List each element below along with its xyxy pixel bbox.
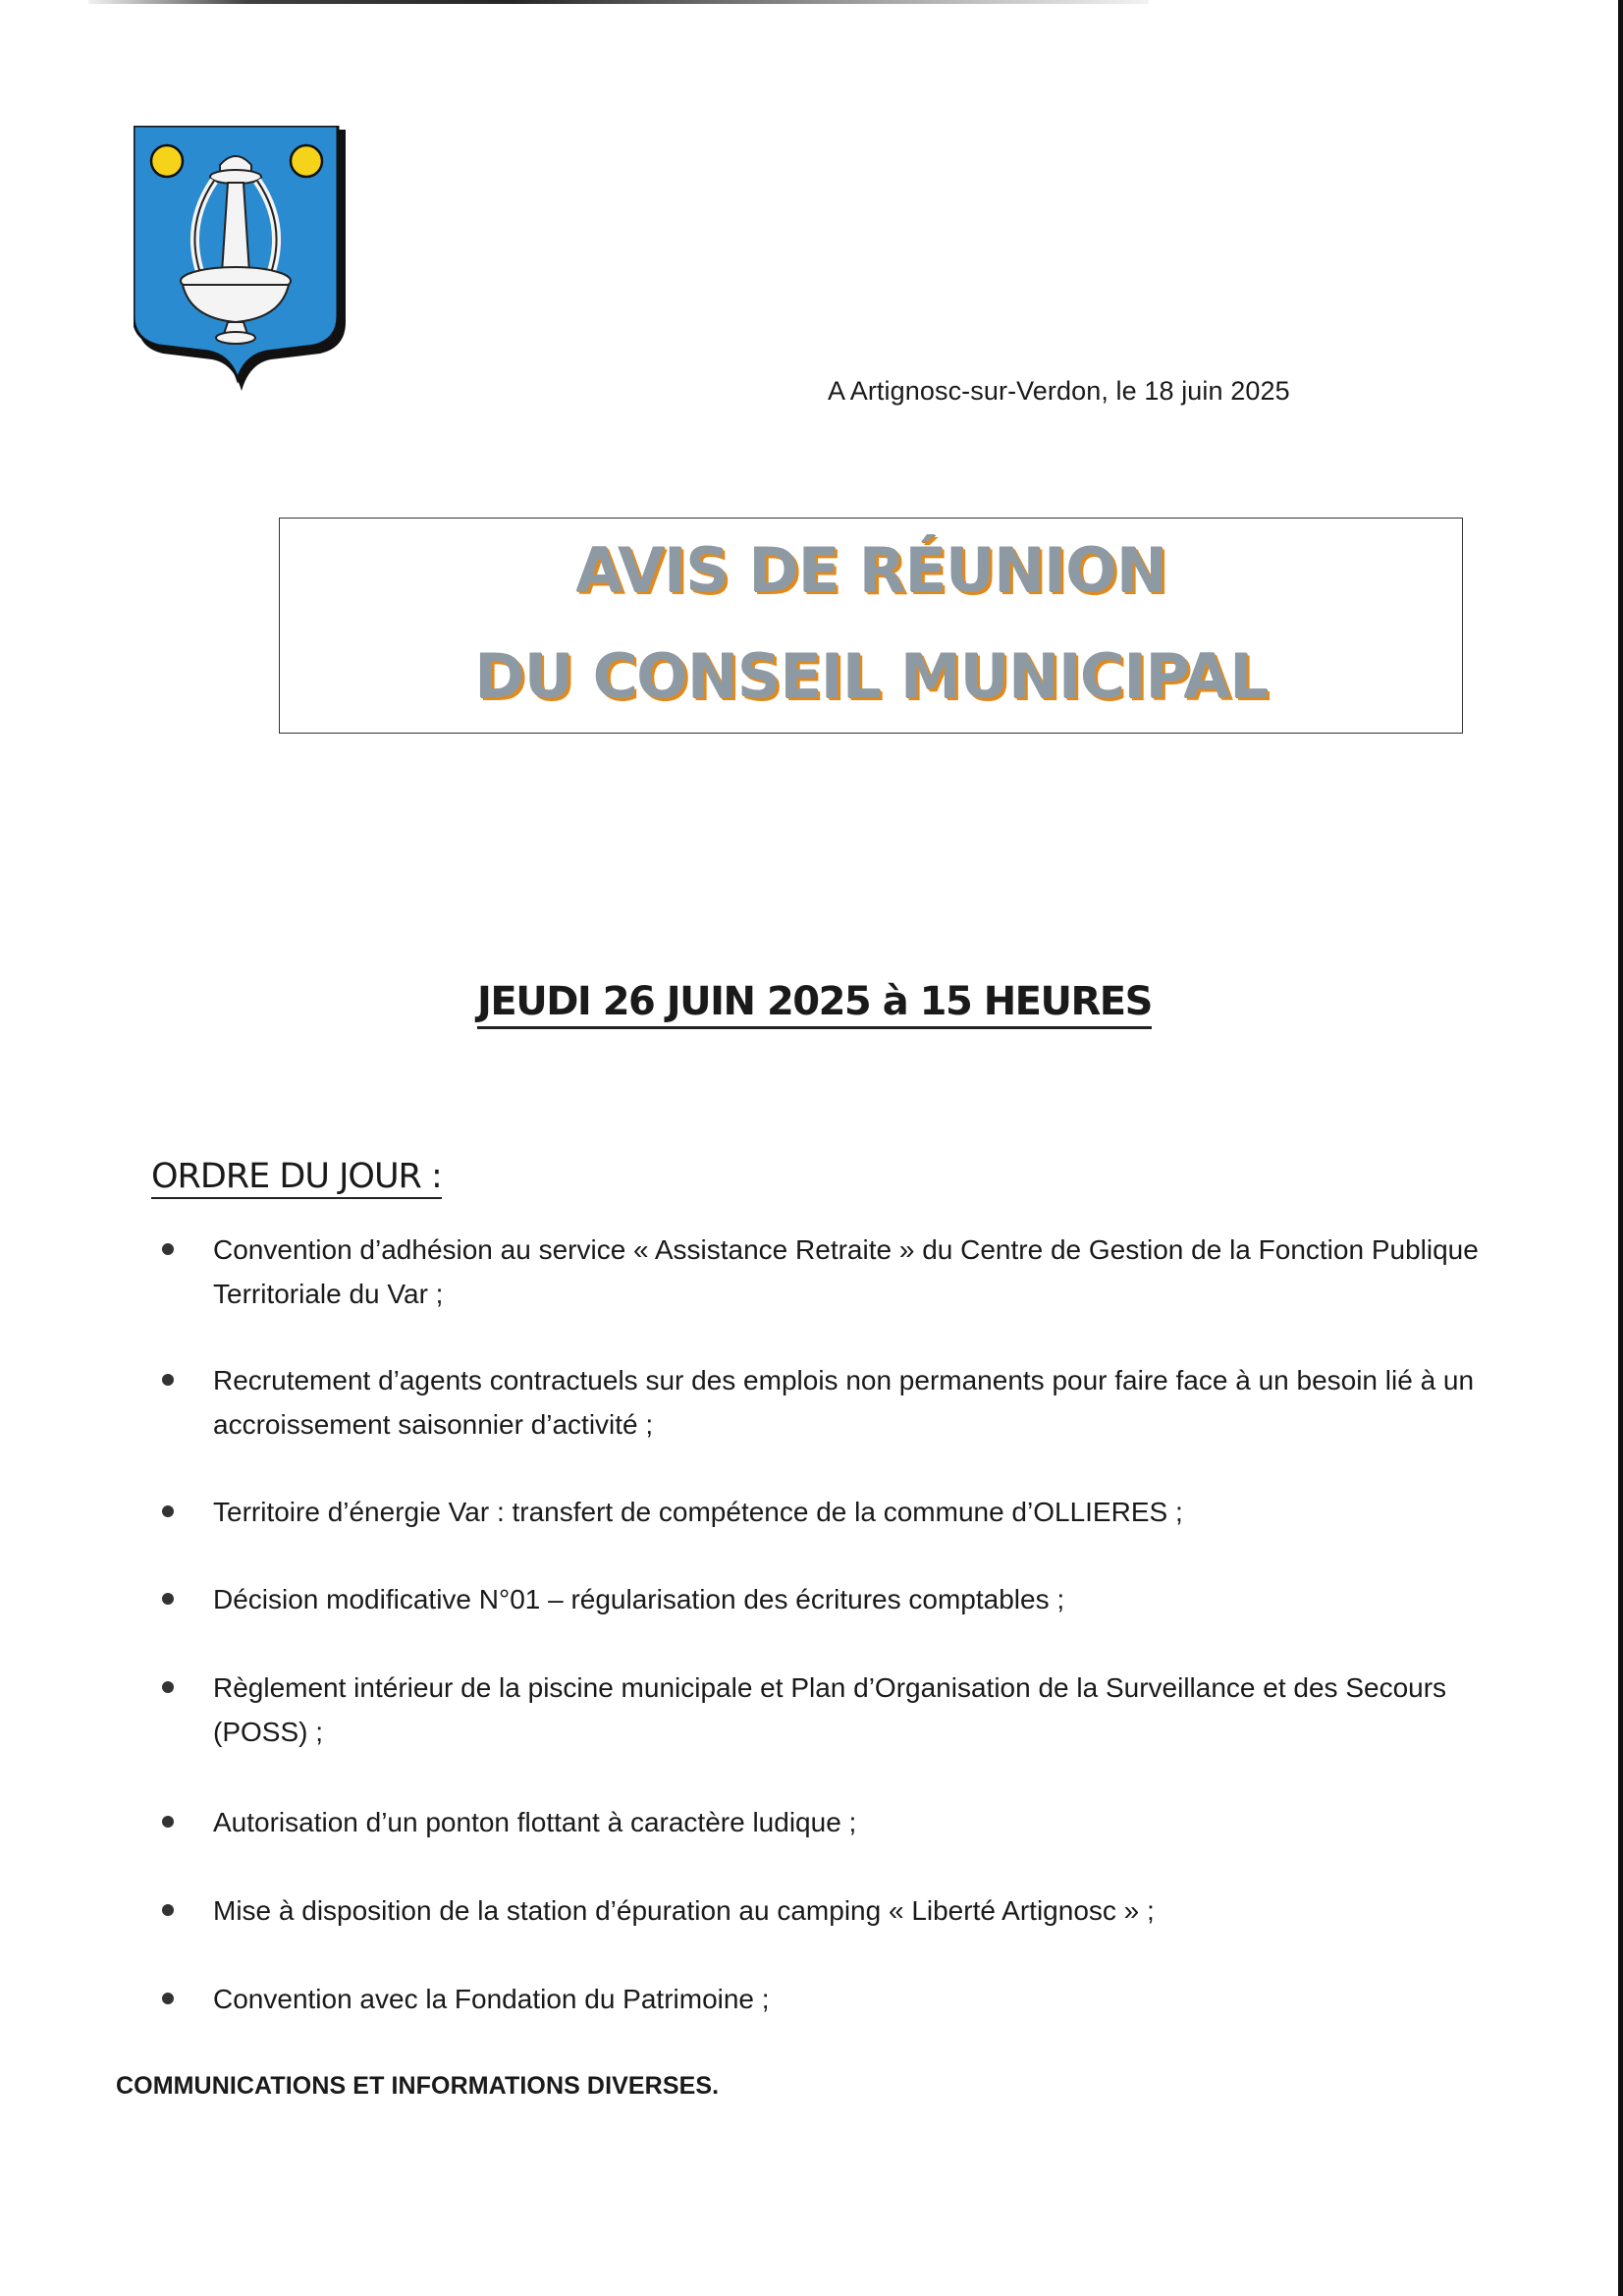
agenda-item-text: Décision modificative N°01 – régularisation des écritures comptables ;: [213, 1584, 1065, 1614]
bullet-icon: [162, 1593, 174, 1605]
agenda-heading: ORDRE DU JOUR :: [151, 1157, 442, 1199]
bullet-icon: [162, 1505, 174, 1517]
title-box: [279, 518, 1463, 734]
closing-note: COMMUNICATIONS ET INFORMATIONS DIVERSES.: [116, 2072, 720, 2100]
agenda-item-text: Recrutement d’agents contractuels sur des emplois non permanents pour faire face à un besoin lié à un accroissement saisonnier d’activité ;: [213, 1365, 1475, 1440]
notice-title-line-1: AVIS DE RÉUNION: [575, 534, 1166, 606]
notice-title-line-2: DU CONSEIL MUNICIPAL: [474, 640, 1268, 712]
bullet-icon: [162, 1816, 174, 1828]
bullet-icon: [162, 1681, 174, 1693]
scan-edge-top: [88, 0, 1149, 4]
coat-of-arms-icon: [134, 126, 350, 396]
agenda-item-text: Autorisation d’un ponton flottant à caractère ludique ;: [213, 1807, 857, 1837]
meeting-datetime: JEUDI 26 JUIN 2025 à 15 HEURES: [477, 979, 1152, 1029]
bullet-icon: [162, 1374, 174, 1386]
agenda-item-text: Territoire d’énergie Var : transfert de compétence de la commune d’OLLIERES ;: [213, 1497, 1183, 1527]
place-and-date: A Artignosc-sur-Verdon, le 18 juin 2025: [828, 376, 1290, 406]
bullet-icon: [162, 1243, 174, 1255]
agenda-item-text: Convention avec la Fondation du Patrimoine ;: [213, 1984, 770, 2014]
agenda-item-text: Règlement intérieur de la piscine municipale et Plan d’Organisation de la Surveillance et des Secours (POSS) ;: [213, 1672, 1447, 1747]
bullet-icon: [162, 1993, 174, 2004]
agenda-item-text: Convention d’adhésion au service « Assistance Retraite » du Centre de Gestion de la Fonction Publique Territoriale du Var ;: [213, 1234, 1479, 1309]
bullet-icon: [162, 1904, 174, 1916]
scan-edge-right: [1618, 0, 1623, 2296]
agenda-item-text: Mise à disposition de la station d’épuration au camping « Liberté Artignosc » ;: [213, 1895, 1155, 1926]
